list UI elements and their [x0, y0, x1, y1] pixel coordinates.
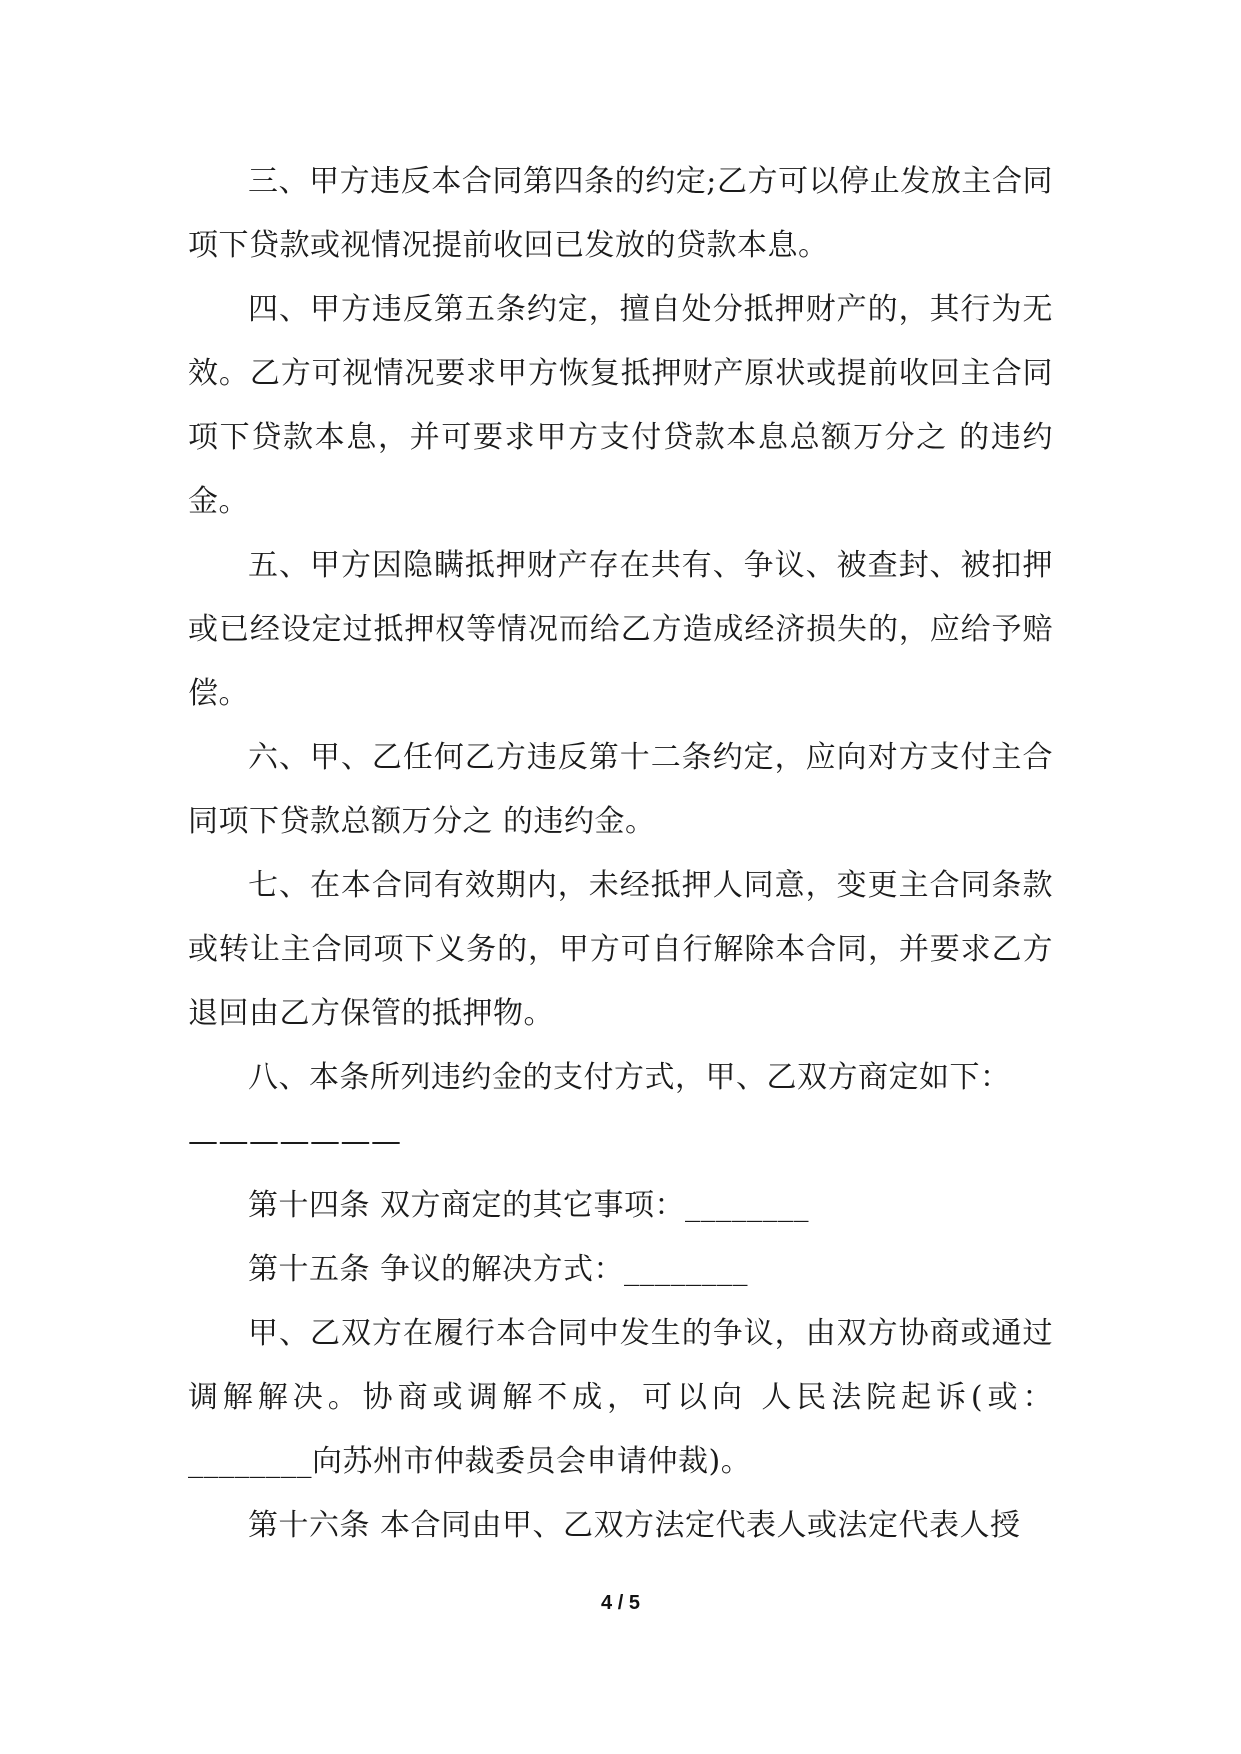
article-16-paragraph: 第十六条 本合同由甲、乙双方法定代表人或法定代表人授	[248, 1508, 1021, 1543]
document-body	[188, 150, 1053, 1558]
dispute-resolution-paragraph: 甲、乙双方在履行本合同中发生的争议，由双方协商或通过调解解决。协商或调解不成，可以向 人民法院起诉(或：________向苏州市仲裁委员会申请仲裁)。	[188, 1316, 1053, 1479]
clause-7-paragraph: 七、在本合同有效期内，未经抵押人同意，变更主合同条款或转让主合同项下义务的，甲方可自行解除本合同，并要求乙方退回由乙方保管的抵押物。	[188, 868, 1053, 1031]
clause-3-paragraph: 三、甲方违反本合同第四条的约定;乙方可以停止发放主合同项下贷款或视情况提前收回已发放的贷款本息。	[188, 164, 1053, 263]
clause-6-paragraph: 六、甲、乙任何乙方违反第十二条约定，应向对方支付主合同项下贷款总额万分之 的违约金。	[188, 740, 1053, 839]
blank-fill-line: ———————	[188, 1124, 402, 1159]
article-15-paragraph: 第十五条 争议的解决方式：________	[248, 1252, 749, 1287]
article-14-paragraph: 第十四条 双方商定的其它事项：________	[248, 1188, 810, 1223]
clause-5-paragraph: 五、甲方因隐瞒抵押财产存在共有、争议、被查封、被扣押或已经设定过抵押权等情况而给乙方造成经济损失的，应给予赔偿。	[188, 548, 1053, 711]
clause-4-paragraph: 四、甲方违反第五条约定，擅自处分抵押财产的，其行为无效。乙方可视情况要求甲方恢复抵押财产原状或提前收回主合同项下贷款本息，并可要求甲方支付贷款本息总额万分之 的违约金。	[188, 292, 1053, 519]
clause-8-paragraph: 八、本条所列违约金的支付方式，甲、乙双方商定如下：	[248, 1060, 1011, 1095]
page-number: 4 / 5	[601, 1592, 640, 1614]
